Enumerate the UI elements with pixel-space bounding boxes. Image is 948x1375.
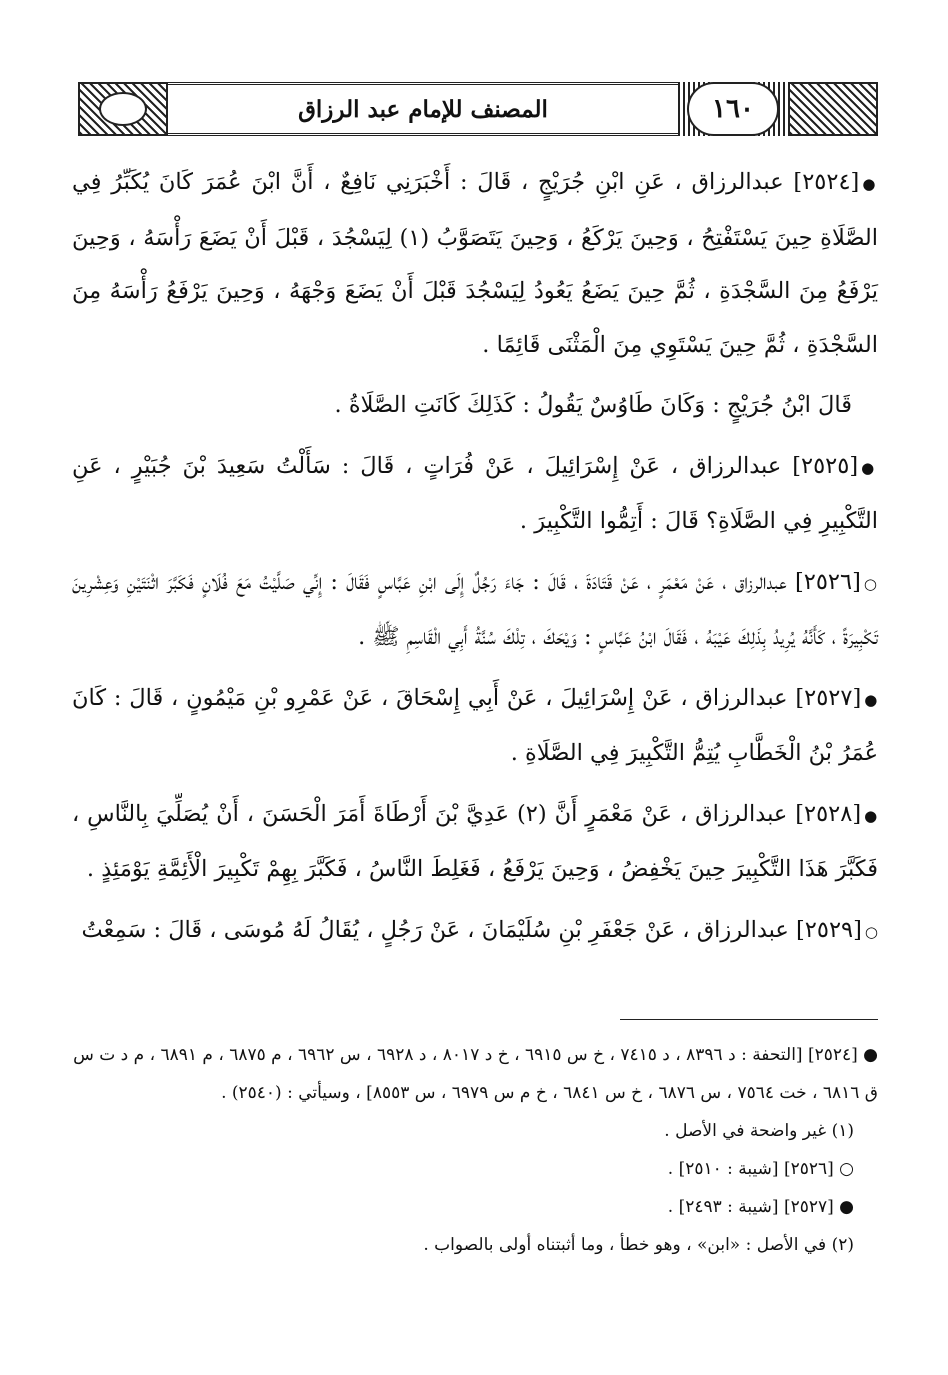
page-number-frame — [678, 82, 788, 136]
header-ornament-left — [78, 82, 168, 136]
hadith-entry-2528: ●[٢٥٢٨] عبدالرزاق ، عَنْ مَعْمَرٍ أَنَّ (٢) عَدِيَّ بْنَ أَرْطَاةَ أَمَرَ الْحَسَنَ ، أَنْ يُصَلِّيَ بِالنَّاسِ ، فَكَبَّرَ هَذَا التَّكْبِيرَ حِينَ يَخْفِضُ ، وَحِينَ يَرْفَعُ ، فَغَلِطَ النَّاسُ ، فَكَبَّرَ بِهِمْ تَكْبِيرَ الْأَئِمَّةِ يَوْمَئِذٍ . — [72, 800, 878, 882]
hadith-entry-2524: ●[٢٥٢٤] عبدالرزاق ، عَنِ ابْنِ جُرَيْجٍ ، قَالَ : أَخْبَرَنِي نَافِعٌ ، أَنَّ ابْنَ عُمَرَ كَانَ يُكَبِّرُ فِي الصَّلَاةِ حِينَ يَسْتَفْتِحُ ، وَحِينَ يَرْكَعُ ، وَحِينَ يَتَصَوَّبُ (١) لِيَسْجُدَ ، قَبْلَ أَنْ يَضَعَ رَأْسَهُ ، وَحِينَ يَرْفَعُ مِنَ السَّجْدَةِ ، ثُمَّ حِينَ يَضَعُ يَعُودُ لِيَسْجُدَ قَبْلَ أَنْ يَضَعَ وَجْهَهُ ، وَحِينَ يَرْفَعُ رَأْسَهُ مِنَ السَّجْدَةِ ، ثُمَّ حِينَ يَسْتَوِي مِنَ الْمَثْنَى قَائِمًا . — [72, 169, 878, 358]
entry-marker: ● — [864, 806, 878, 825]
footnotes — [72, 1036, 878, 1264]
footnote-divider — [620, 1019, 878, 1020]
page-header — [78, 82, 878, 136]
book-seal-logo — [99, 92, 147, 126]
entry-marker: ● — [861, 458, 878, 477]
entry-marker: ○ — [864, 922, 878, 941]
header-ornament-right — [788, 82, 878, 136]
hadith-entry-2526: ○[٢٥٢٦] عبدالرزاق ، عَنْ مَعْمَرٍ ، عَنْ قَتَادَةَ ، قَالَ : جَاءَ رَجُلٌ إِلَى ابْنِ عَبَّاسٍ فَقَالَ : إِنِّي صَلَّيْتُ مَعَ فُلَانٍ فَكَبَّرَ اثْنَتَيْنِ وَعِشْرِينَ تَكْبِيرَةً ، كَأَنَّهُ يُرِيدُ بِذَلِكَ عَيْبَهُ ، فَقَالَ ابْنُ عَبَّاسٍ : وَيْحَكَ ، تِلْكَ سُنَّةُ أَبِي الْقَاسِمِ ﷺ . — [72, 568, 878, 650]
hadith-entry-2527: ●[٢٥٢٧] عبدالرزاق ، عَنْ إِسْرَائِيلَ ، عَنْ أَبِي إِسْحَاقَ ، عَنْ عَمْرِو بْنِ مَيْمُونٍ ، قَالَ : كَانَ عُمَرُ بْنُ الْخَطَّابِ يُتِمُّ التَّكْبِيرَ فِي الصَّلَاةِ . — [72, 684, 878, 766]
hadith-comment-ibn-jurayj: قَالَ ابْنُ جُرَيْجٍ : وَكَانَ طَاوُسٌ يَقُولُ : كَذَلِكَ كَانَتِ الصَّلَاةُ . — [334, 392, 852, 418]
entry-marker: ● — [862, 175, 878, 193]
footnote-2: (٢) في الأصل : «ابن» ، وهو خطأ ، وما أثبتناه أولى بالصواب . — [423, 1235, 854, 1255]
footnote-takhrij-2526: ○ [٢٥٢٦] [شيبة : ٢٥١٠] . — [667, 1159, 854, 1179]
hadith-entry-2525: ●[٢٥٢٥] عبدالرزاق ، عَنْ إِسْرَائِيلَ ، عَنْ فُرَاتٍ ، قَالَ : سَأَلْتُ سَعِيدَ بْنَ جُبَيْرٍ ، عَنِ التَّكْبِيرِ فِي الصَّلَاةِ؟ قَالَ : أَتِمُّوا التَّكْبِيرَ . — [72, 452, 878, 534]
hadith-entry-2529: ○[٢٥٢٩] عبدالرزاق ، عَنْ جَعْفَرِ بْنِ سُلَيْمَانَ ، عَنْ رَجُلٍ ، يُقَالُ لَهُ مُوسَى ، قَالَ : سَمِعْتُ — [81, 916, 878, 943]
main-text — [72, 156, 878, 966]
footnote-takhrij-2524: ● [٢٥٢٤] [التحفة : د ٨٣٩٦ ، د ٧٤١٥ ، خ س ٦٩١٥ ، خ د ٨٠١٧ ، د ٦٩٢٨ ، س ٦٩٦٢ ، م ٦٨٧٥ ، م ٦٨٩١ ، م د ت س ق ٦٨١٦ ، خت ٧٥٦٤ ، س ٦٨٧٦ ، خ س ٦٨٤١ ، خ م س ٦٩٧٩ ، س ٨٥٥٣] ، وسيأتي : (٢٥٤٠) . — [73, 1045, 878, 1103]
running-title: المصنف للإمام عبد الرزاق — [168, 82, 678, 136]
entry-marker: ○ — [863, 574, 878, 593]
entry-marker: ● — [864, 690, 878, 709]
footnote-1: (١) غير واضحة في الأصل . — [664, 1121, 854, 1141]
page-number: ١٦٠ — [687, 82, 779, 136]
footnote-takhrij-2527: ● [٢٥٢٧] [شيبة : ٢٤٩٣] . — [667, 1197, 854, 1217]
